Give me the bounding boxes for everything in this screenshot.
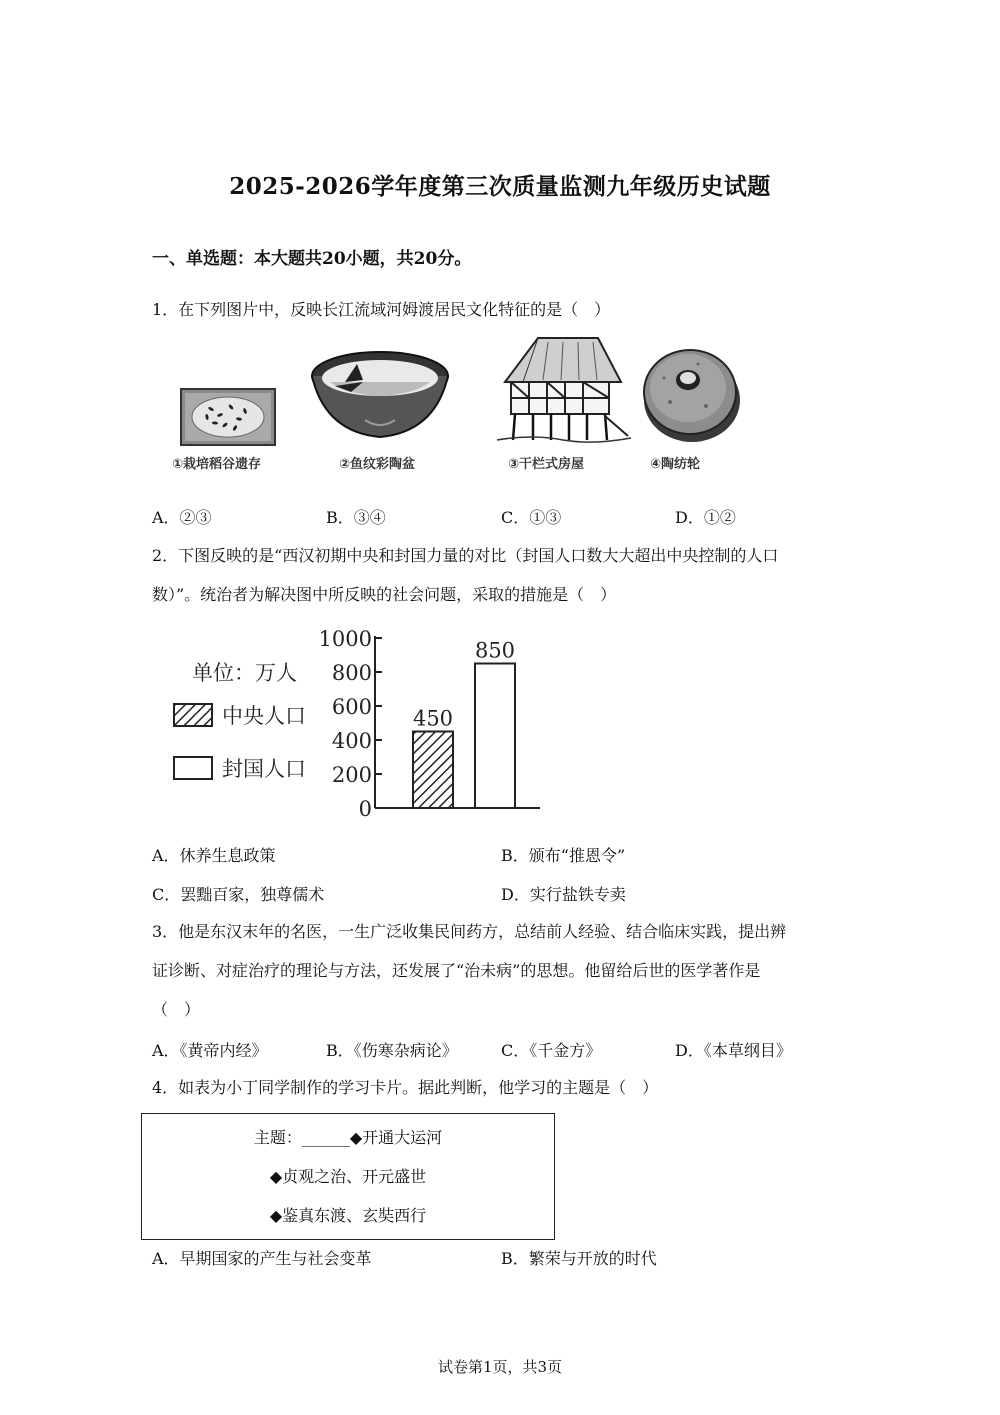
study-card (141, 1113, 555, 1240)
legend-label-feudal: 封国人口 (222, 757, 306, 781)
population-bar-chart (160, 620, 560, 820)
question-3-stem-line2: 证诊断、对症治疗的理论与方法，还发展了“治未病”的思想。他留给后世的医学著作是 (152, 961, 761, 980)
q2-option-b[interactable]: B．颁布“推恩令” (501, 846, 626, 865)
y-tick-label-0: 0 (358, 797, 372, 820)
stilt-house-image (493, 332, 633, 447)
q3-option-c[interactable]: C．《千金方》 (501, 1041, 602, 1060)
q3-option-a[interactable]: A．《黄帝内经》 (152, 1041, 268, 1060)
q4-option-b[interactable]: B．繁荣与开放的时代 (501, 1249, 657, 1268)
fish-pottery-basin-image (305, 342, 455, 442)
legend-swatch-feudal (174, 757, 212, 779)
q2-option-a[interactable]: A．休养生息政策 (152, 846, 276, 865)
question-1-stem: 1．在下列图片中，反映长江流域河姆渡居民文化特征的是（ ） (152, 300, 611, 319)
study-card-line-2: ◆贞观之治、开元盛世 (269, 1167, 427, 1186)
bar-1 (475, 664, 515, 809)
q1-option-a[interactable]: A．②③ (152, 508, 212, 527)
q3-option-d[interactable]: D．《本草纲目》 (675, 1041, 792, 1060)
legend-label-central: 中央人口 (222, 704, 306, 728)
question-2-stem-line2: 数）”。统治者为解决图中所反映的社会问题，采取的措施是（ ） (152, 585, 617, 604)
rice-remains-image (175, 385, 280, 450)
y-tick-label-4: 800 (331, 661, 372, 685)
q1-option-b[interactable]: B．③④ (326, 508, 386, 527)
study-card-line-3: ◆鉴真东渡、玄奘西行 (269, 1206, 427, 1225)
q2-option-d[interactable]: D．实行盐铁专卖 (501, 885, 626, 904)
bar-0 (413, 732, 453, 809)
q1-option-c[interactable]: C．①③ (501, 508, 562, 527)
legend-swatch-central (174, 704, 212, 726)
caption-pottery-basin: ②鱼纹彩陶盆 (339, 457, 416, 472)
y-tick-label-5: 1000 (318, 627, 372, 651)
chart-unit-label: 单位：万人 (192, 661, 297, 685)
bar-label-1: 850 (474, 638, 516, 663)
question-3-stem-line1: 3．他是东汉末年的名医，一生广泛收集民间药方，总结前人经验、结合临床实践，提出辨 (152, 922, 787, 941)
y-tick-label-3: 600 (331, 695, 372, 719)
bar-label-0: 450 (412, 706, 454, 731)
q1-option-d[interactable]: D．①② (675, 508, 736, 527)
question-2-stem-line1: 2．下图反映的是“西汉初期中央和封国力量的对比（封国人口数大大超出中央控制的人口 (152, 546, 779, 565)
y-tick-label-1: 200 (331, 763, 372, 787)
caption-rice: ①栽培稻谷遗存 (172, 457, 262, 472)
page-footer: 试卷第1页，共3页 (437, 1358, 563, 1376)
page-title: 2025-2026学年度第三次质量监测九年级历史试题 (229, 173, 771, 200)
q4-option-a[interactable]: A．早期国家的产生与社会变革 (152, 1249, 372, 1268)
section-heading: 一、单选题：本大题共20小题，共20分。 (152, 249, 472, 269)
study-card-line-1: 主题：______◆开通大运河 (253, 1128, 443, 1147)
pottery-spindle-whorl-image (640, 342, 744, 446)
y-tick-label-2: 400 (331, 729, 372, 753)
caption-spindle-whorl: ④陶纺轮 (650, 457, 701, 472)
q3-option-b[interactable]: B．《伤寒杂病论》 (326, 1041, 458, 1060)
question-3-stem-line3: （ ） (152, 1000, 201, 1019)
q2-option-c[interactable]: C．罢黜百家，独尊儒术 (152, 885, 325, 904)
caption-stilt-house: ③干栏式房屋 (508, 457, 585, 472)
question-4-stem: 4．如表为小丁同学制作的学习卡片。据此判断，他学习的主题是（ ） (152, 1078, 659, 1097)
